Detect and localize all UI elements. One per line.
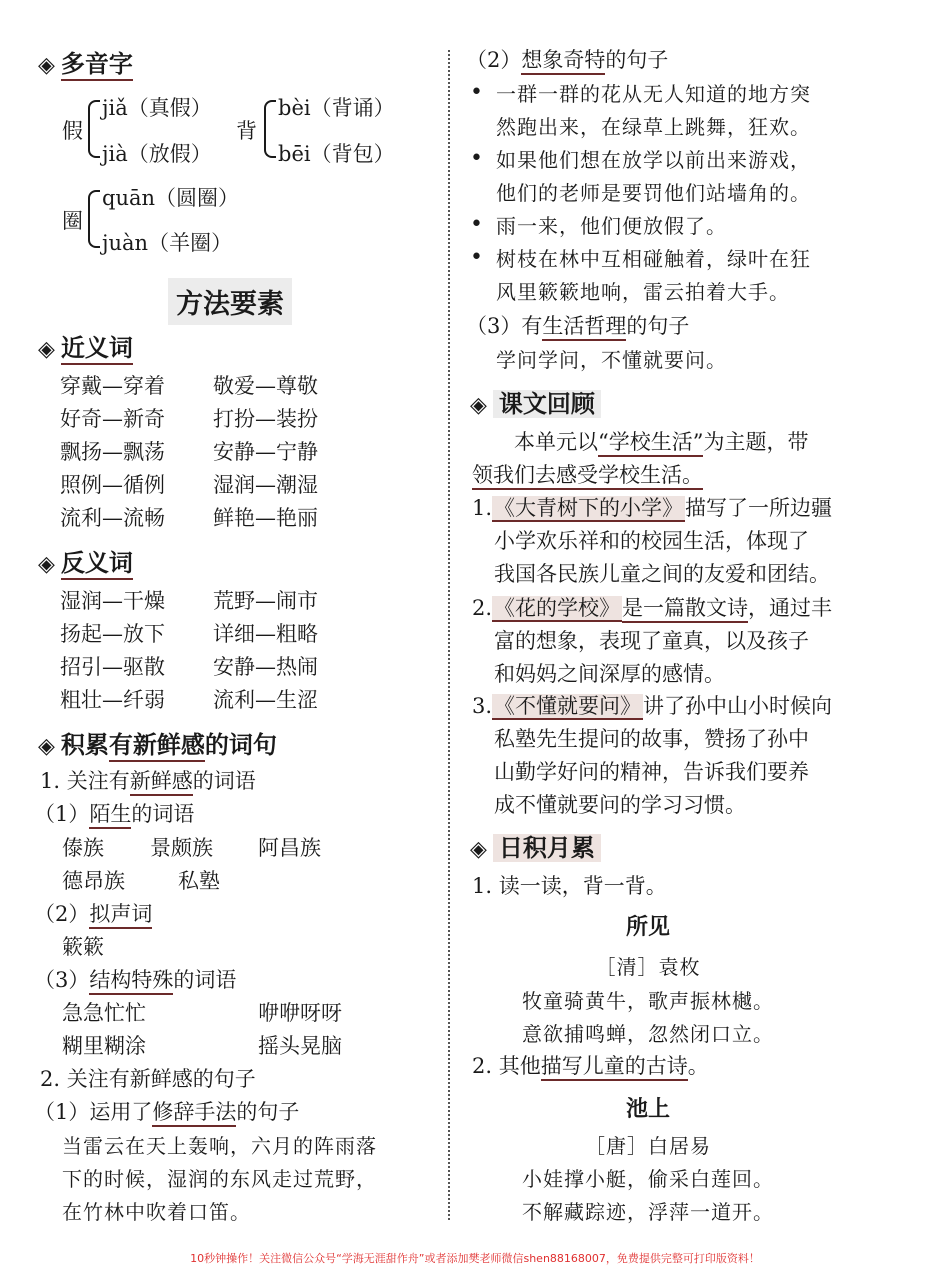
word-item: 德昂族 [62,869,125,893]
word-item: 景颇族 [150,836,213,860]
synonym-pair: 好奇—新奇 [60,407,165,431]
diamond-icon: ◈ [470,393,487,418]
section-heading-duoyinzi: ◈ 多音字 [38,44,133,79]
text-line: 雨一来，他们便放假了。 [496,214,727,238]
sentence-rhetoric [62,1130,377,1229]
poem-2-body [448,1163,848,1229]
diamond-icon: ◈ [38,337,55,362]
word-item: 私塾 [178,869,220,893]
word-item: 阿昌族 [258,836,321,860]
poem-1-author: ［清］袁枚 [595,955,701,979]
text-line: 我国各民族儿童之间的友爱和团结。 [494,562,830,586]
sub-point-1: （1）陌生的词语 [34,798,194,828]
bullet-sentence [496,243,811,309]
daily-point-1: 1. 读一读，背一背。 [472,874,667,898]
diamond-icon: ◈ [38,734,55,759]
bullet-sentence [496,144,811,210]
synonym-pair: 安静—宁静 [213,440,318,464]
point-2: 2. 关注有新鲜感的句子 [40,1067,256,1091]
diamond-icon: ◈ [38,53,55,78]
text-line: 风里簌簌地响，雷云拍着大手。 [496,280,790,304]
poem-2-title: 池上 [625,1097,670,1122]
poem-line: 意欲捕鸣蝉，忽然闭口立。 [522,1022,774,1046]
word-item: 急急忙忙 [62,1001,146,1025]
synonym-pair: 湿润—潮湿 [213,473,318,497]
polyphone-char-bei: 背 [236,119,257,143]
text-line: 私塾先生提问的故事，赞扬了孙中 [494,727,809,751]
sub-point-6: （3）有生活哲理的句子 [466,310,689,340]
section-heading-daily: ◈ 日积月累 [470,828,601,863]
text-line: 成不懂就要问的学习习惯。 [494,793,746,817]
word-item: 摇头晃脑 [258,1034,342,1058]
reading-bei-1: bèi（背诵） [278,96,395,120]
poem-2-author: ［唐］白居易 [585,1134,711,1158]
antonym-list-left [60,585,165,717]
sub-point-4: （1）运用了修辞手法的句子 [34,1096,299,1126]
section-heading-accumulate: ◈ 积累有新鲜感的词句 [38,725,277,760]
polyphone-char-jia: 假 [62,119,83,143]
text-line: 和妈妈之间深厚的感情。 [494,662,725,686]
review-item-3: 3.《不懂就要问》讲了孙中山小时候向 [472,694,833,718]
review-item-1-body [494,525,830,591]
sub-point-5: （2）想象奇特的句子 [466,44,668,74]
synonym-pair: 鲜艳—艳丽 [213,506,318,530]
antonym-pair: 湿润—干燥 [60,589,165,613]
bullet-icon: • [470,212,483,237]
review-item-3-body [494,723,809,822]
text-line: 当雷云在天上轰响，六月的阵雨落 [62,1134,377,1158]
word-item: 簌簌 [62,935,104,959]
bullet-icon: • [470,245,483,270]
antonym-pair: 粗壮—纤弱 [60,688,165,712]
synonym-pair: 飘扬—飘荡 [60,440,165,464]
section-heading-synonyms: ◈ 近义词 [38,328,133,363]
synonym-pair: 流利—流畅 [60,506,165,530]
brace-icon [88,190,100,248]
poem-1-title: 所见 [625,915,670,940]
footer-notice: 10秒钟操作！关注微信公众号“学海无涯甜作舟”或者添加樊老师微信shen88168007，免费提供完整可打印版资料！ [190,1252,760,1265]
section-heading-antonyms: ◈ 反义词 [38,543,133,578]
word-item: 傣族 [62,836,104,860]
review-item-2-body [494,625,809,691]
point-1: 1. 关注有新鲜感的词语 [40,765,256,795]
sub-point-2: （2）拟声词 [34,898,152,928]
bullet-sentence [496,78,811,144]
antonym-pair: 招引—驱散 [60,655,165,679]
text-line: 山勤学好问的精神，告诉我们要养 [494,760,809,784]
brace-icon [88,100,100,158]
word-item: 糊里糊涂 [62,1034,146,1058]
diamond-icon: ◈ [470,837,487,862]
reading-quan-1: quān（圆圈） [102,186,240,210]
sentence-philosophy: 学问学问，不懂就要问。 [496,348,727,372]
word-item: 咿咿呀呀 [258,1001,342,1025]
method-title: 方法要素 [168,278,292,325]
reading-jia-1: jiǎ（真假） [102,96,212,120]
antonym-pair: 扬起—放下 [60,622,165,646]
review-item-1: 1.《大青树下的小学》描写了一所边疆 [472,496,833,520]
review-intro-line-1: 本单元以“学校生活”为主题，带 [514,426,808,456]
poem-line: 小娃撑小艇，偷采白莲回。 [522,1167,774,1191]
poem-line: 牧童骑黄牛，歌声振林樾。 [522,989,774,1013]
antonym-pair: 详细—粗略 [213,622,318,646]
antonym-list-right [213,585,318,717]
daily-point-2: 2. 其他描写儿童的古诗。 [472,1050,709,1080]
reading-jia-2: jià（放假） [102,142,212,166]
synonym-pair: 照例—循例 [60,473,165,497]
bullet-sentence [496,210,727,243]
text-line: 富的想象，表现了童真，以及孩子 [494,629,809,653]
diamond-icon: ◈ [38,552,55,577]
synonym-list-left [60,370,165,535]
text-line: 小学欢乐祥和的校园生活，体现了 [494,529,809,553]
review-intro-line-2: 领我们去感受学校生活。 [472,459,703,489]
review-item-2: 2.《花的学校》是一篇散文诗，通过丰 [472,592,832,622]
synonym-pair: 打扮—装扮 [213,407,318,431]
synonym-pair: 敬爱—尊敬 [213,374,318,398]
poem-1-body [448,985,848,1051]
poem-line: 不解藏踪迹，浮萍一道开。 [522,1200,774,1224]
reading-quan-2: juàn（羊圈） [102,231,233,255]
bullet-icon: • [470,146,483,171]
text-line: 在竹林中吹着口笛。 [62,1200,251,1224]
text-line: 下的时候，湿润的东风走过荒野， [62,1167,377,1191]
text-line: 一群一群的花从无人知道的地方突 [496,82,811,106]
section-heading-review: ◈ 课文回顾 [470,384,601,419]
antonym-pair: 安静—热闹 [213,655,318,679]
antonym-pair: 荒野—闹市 [213,589,318,613]
text-line: 他们的老师是要罚他们站墙角的。 [496,181,811,205]
polyphone-char-quan: 圈 [62,209,83,233]
reading-bei-2: bēi（背包） [278,142,395,166]
text-line: 如果他们想在放学以前出来游戏， [496,148,811,172]
antonym-pair: 流利—生涩 [213,688,318,712]
sub-point-3: （3）结构特殊的词语 [34,964,236,994]
bullet-icon: • [470,80,483,105]
synonym-list-right [213,370,318,535]
text-line: 树枝在林中互相碰触着，绿叶在狂 [496,247,811,271]
text-line: 然跑出来，在绿草上跳舞，狂欢。 [496,115,811,139]
brace-icon [264,100,276,158]
synonym-pair: 穿戴—穿着 [60,374,165,398]
